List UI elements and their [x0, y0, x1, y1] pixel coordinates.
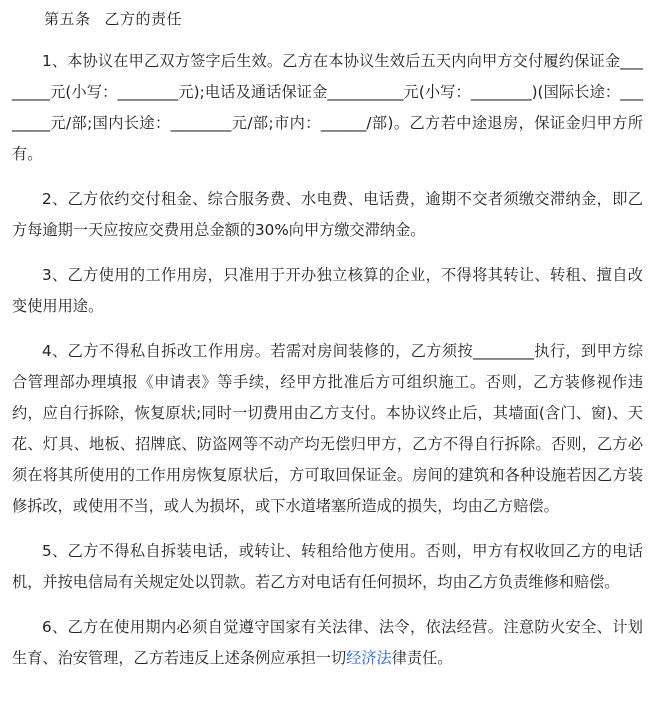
clause-6-text-before: 6、乙方在使用期内必须自觉遵守国家有关法律、法令，依法经营。注意防火安全、计划生育、治安管理，乙方若违反上述条例应承担一切 — [12, 618, 643, 667]
article-heading — [44, 8, 643, 30]
economic-law-link[interactable]: 经济法 — [346, 649, 392, 667]
clause-4: 4、乙方不得私自拆改工作用房。若需对房间装修的，乙方须按________执行，到甲方综合管理部办理填报《申请表》等手续，经甲方批准后方可组织施工。否则，乙方装修视作违约，应自行拆除，恢复原状;同时一切费用由乙方支付。本协议终止后，其墙面(含门、窗)、天花、灯具、地板、招牌底、防盗网等不动产均无偿归甲方，乙方不得自行拆除。否则，乙方必须在将其所使用的工作用房恢复原状后，方可取回保证金。房间的建筑和各种设施若因乙方装修拆改，或使用不当，或人为损坏，或下水道堵塞所造成的损失，均由乙方赔偿。 — [12, 342, 643, 515]
clause-6 — [12, 612, 643, 674]
clause-1: 1、本协议在甲乙双方签字后生效。乙方在本协议生效后五天内向甲方交付履约保证金________元(小写：________元);电话及通话保证金__________元(小写：________)(国际长途：________元/部;国内长途：________元/部;市内：______/部)。乙方若中途退房，保证金归甲方所有。 — [12, 52, 643, 163]
article-title: 乙方的责任 — [104, 10, 183, 28]
document — [0, 8, 656, 705]
clause-6-text-after: 律责任。 — [391, 649, 453, 667]
clause-5: 5、乙方不得私自拆装电话，或转让、转租给他方使用。否则，甲方有权收回乙方的电话机，并按电信局有关规定处以罚款。若乙方对电话有任何损坏，均由乙方负责维修和赔偿。 — [12, 542, 643, 591]
clause-2: 2、乙方依约交付租金、综合服务费、水电费、电话费，逾期不交者须缴交滞纳金，即乙方每逾期一天应按应交费用总金额的30%向甲方缴交滞纳金。 — [12, 190, 643, 239]
clause-3: 3、乙方使用的工作用房，只准用于开办独立核算的企业，不得将其转让、转租、擅自改变使用用途。 — [12, 266, 643, 315]
article-number: 第五条 — [44, 10, 91, 28]
